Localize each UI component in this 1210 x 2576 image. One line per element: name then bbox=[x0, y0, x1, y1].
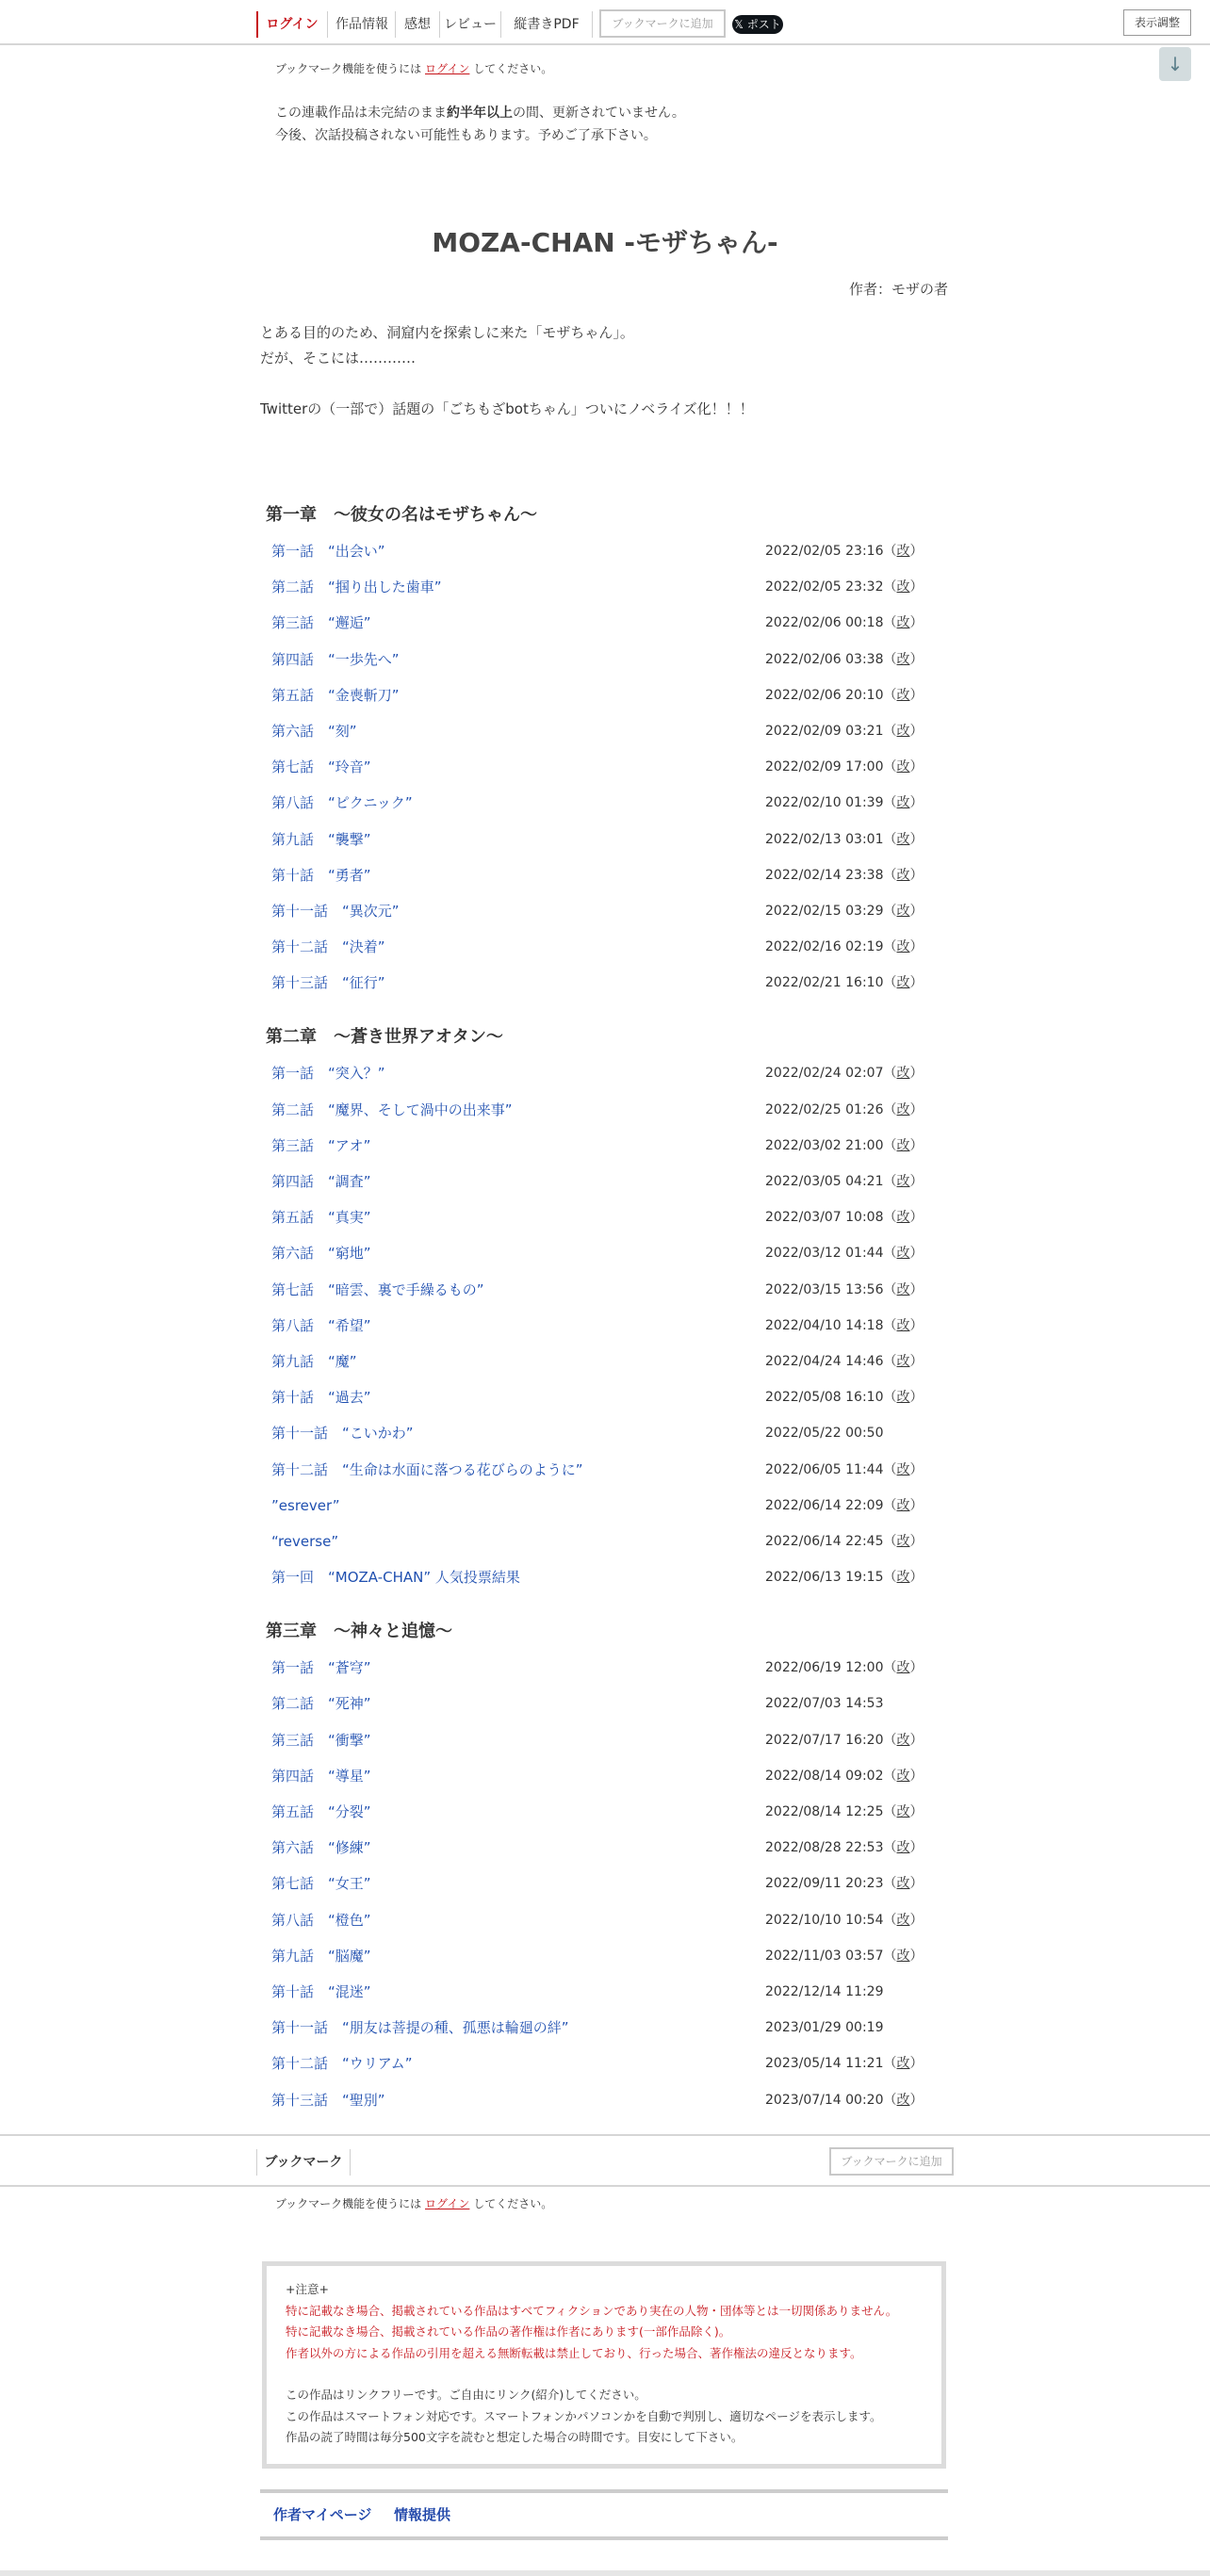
episode-row bbox=[260, 1055, 950, 1091]
revised-marker: （改） bbox=[883, 1353, 924, 1369]
episode-row bbox=[260, 1379, 950, 1415]
revised-mark[interactable]: 改 bbox=[896, 1876, 910, 1892]
episode-row bbox=[260, 1866, 950, 1901]
revised-mark[interactable]: 改 bbox=[896, 651, 910, 667]
serial-notice-line2: 今後、次話投稿されない可能性もあります。予めご了承下さい。 bbox=[275, 128, 657, 143]
episode-title-link[interactable]: 第十話 “過去” bbox=[271, 1389, 371, 1407]
episode-date bbox=[765, 642, 924, 677]
episode-date bbox=[765, 1650, 924, 1686]
episode-title-link[interactable]: 第六話 “窮地” bbox=[271, 1245, 371, 1263]
author-line bbox=[849, 279, 948, 299]
episode-title-link[interactable]: 第九話 “脳魔” bbox=[271, 1947, 371, 1965]
episode-date-text: 2022/02/05 23:16 bbox=[765, 544, 884, 559]
episode-title-link[interactable]: 第一回 “MOZA-CHAN” 人気投票結果 bbox=[271, 1569, 520, 1587]
revised-mark[interactable]: 改 bbox=[896, 1281, 910, 1297]
episode-title-link[interactable]: 第十二話 “ウリアム” bbox=[271, 2055, 413, 2073]
synopsis-line bbox=[260, 371, 957, 397]
revised-marker: （改） bbox=[883, 1210, 924, 1226]
episode-row bbox=[260, 1488, 950, 1524]
revised-mark[interactable]: 改 bbox=[896, 1533, 910, 1549]
revised-mark[interactable]: 改 bbox=[896, 1137, 910, 1153]
episode-title-link[interactable]: 第十一話 “朋友は菩提の種、孤悪は輪廻の絆” bbox=[271, 2019, 569, 2037]
episode-date bbox=[765, 1055, 924, 1091]
episode-date-text: 2022/03/15 13:56 bbox=[765, 1281, 884, 1297]
episode-row bbox=[260, 533, 950, 569]
revised-mark[interactable]: 改 bbox=[896, 939, 910, 955]
bookmark-note-suffix: してください。 bbox=[473, 62, 553, 75]
episode-date bbox=[765, 785, 924, 821]
chapter-title: 第一章 ～彼女の名はモザちゃん～ bbox=[266, 505, 537, 525]
episode-title-link[interactable]: 第四話 “調査” bbox=[271, 1173, 371, 1190]
revised-marker: （改） bbox=[883, 579, 924, 595]
episode-date-text: 2022/07/03 14:53 bbox=[765, 1696, 884, 1712]
revised-mark[interactable]: 改 bbox=[896, 1768, 910, 1784]
notice-info-line: この作品はスマートフォン対応です。スマートフォンかパソコンかを自動で判別し、適切なページを表示します。 bbox=[286, 2408, 882, 2423]
notice-red-line: 特に記載なき場合、掲載されている作品の著作権は作者にあります(一部作品除く)。 bbox=[286, 2324, 731, 2339]
nav-impressions-link[interactable]: 感想 bbox=[395, 11, 439, 38]
revised-mark[interactable]: 改 bbox=[896, 1804, 910, 1819]
synopsis-line: とある目的のため、洞窟内を探索しに来た「モザちゃん」。 bbox=[260, 324, 634, 341]
author-label: 作者： bbox=[848, 281, 891, 298]
episode-row bbox=[260, 1344, 950, 1379]
episode-date bbox=[765, 569, 924, 605]
revised-mark[interactable]: 改 bbox=[896, 1660, 910, 1676]
top-nav-bar bbox=[0, 0, 1210, 45]
episode-date-text: 2022/03/12 01:44 bbox=[765, 1246, 884, 1262]
episode-row bbox=[260, 642, 950, 677]
episode-row bbox=[260, 1164, 950, 1199]
episode-date bbox=[765, 1938, 924, 1974]
episode-date-text: 2022/03/07 10:08 bbox=[765, 1210, 884, 1226]
synopsis-line: だが、そこには………… bbox=[260, 350, 417, 367]
episode-date bbox=[765, 1379, 924, 1415]
episode-title-link[interactable]: 第一話 “出会い” bbox=[271, 543, 385, 560]
nav-login-link[interactable]: ログイン bbox=[256, 11, 326, 38]
nav-vertical-pdf-link[interactable]: 縦書きPDF bbox=[500, 11, 593, 38]
revised-marker: （改） bbox=[883, 1804, 924, 1819]
episode-row bbox=[260, 1974, 950, 2010]
episode-row bbox=[260, 1758, 950, 1794]
site-notice-box bbox=[262, 2261, 946, 2469]
episode-title-link[interactable]: 第十二話 “生命は水面に落つる花びらのように” bbox=[271, 1460, 583, 1478]
episode-date-text: 2022/06/13 19:15 bbox=[765, 1570, 884, 1586]
episode-date bbox=[765, 1686, 884, 1721]
revised-marker: （改） bbox=[883, 903, 924, 919]
episode-date-text: 2022/02/06 00:18 bbox=[765, 615, 884, 631]
revised-marker: （改） bbox=[883, 1174, 924, 1189]
episode-date bbox=[765, 713, 924, 749]
episode-row bbox=[260, 822, 950, 857]
episode-title-link[interactable]: 第三話 “邂逅” bbox=[271, 614, 371, 632]
author-name: モザの者 bbox=[891, 281, 948, 298]
bookmark-login-note bbox=[275, 60, 552, 76]
episode-date bbox=[765, 1235, 924, 1271]
episode-title-link[interactable]: 第四話 “一歩先へ” bbox=[271, 650, 400, 668]
display-adjust-button[interactable]: 表示調整 bbox=[1123, 9, 1191, 36]
episode-row bbox=[260, 713, 950, 749]
episode-title-link[interactable]: 第二話 “掴り出した歯車” bbox=[271, 579, 442, 596]
episode-title-link[interactable]: 第七話 “女王” bbox=[271, 1875, 371, 1893]
episode-date-text: 2022/09/11 20:23 bbox=[765, 1876, 884, 1892]
episode-row bbox=[260, 1128, 950, 1164]
episode-date bbox=[765, 749, 924, 785]
episode-date-text: 2022/08/14 12:25 bbox=[765, 1804, 884, 1819]
episode-date bbox=[765, 2046, 924, 2081]
episode-date bbox=[765, 533, 924, 569]
episode-date-text: 2023/05/14 11:21 bbox=[765, 2056, 884, 2072]
episode-date bbox=[765, 677, 924, 713]
page-bottom-divider bbox=[0, 2570, 1210, 2576]
revised-marker: （改） bbox=[883, 1912, 924, 1928]
episode-date-text: 2022/02/15 03:29 bbox=[765, 903, 884, 919]
revised-mark[interactable]: 改 bbox=[896, 723, 910, 739]
episode-date-text: 2022/02/16 02:19 bbox=[765, 939, 884, 955]
episode-date bbox=[765, 1488, 924, 1524]
episode-date bbox=[765, 929, 924, 965]
notice-header: +注意+ bbox=[286, 2282, 329, 2296]
episode-date-text: 2022/10/10 10:54 bbox=[765, 1912, 884, 1928]
footer-links bbox=[260, 2489, 948, 2540]
episode-row bbox=[260, 2010, 950, 2046]
episode-row bbox=[260, 749, 950, 785]
episode-title-link[interactable]: 第三話 “衝撃” bbox=[271, 1731, 371, 1749]
episode-title-link[interactable]: 第十話 “勇者” bbox=[271, 866, 371, 884]
revised-marker: （改） bbox=[883, 544, 924, 559]
episode-title-link[interactable]: 第十三話 “征行” bbox=[271, 974, 385, 992]
episode-title-link[interactable]: 第六話 “刻” bbox=[271, 722, 357, 740]
episode-title-link[interactable]: 第七話 “玲音” bbox=[271, 758, 371, 776]
scroll-down-arrow-icon[interactable]: ↓ bbox=[1159, 47, 1191, 81]
revised-marker: （改） bbox=[883, 1497, 924, 1513]
revised-marker: （改） bbox=[883, 1533, 924, 1549]
episode-title-link[interactable]: 第五話 “分裂” bbox=[271, 1803, 371, 1820]
revised-mark[interactable]: 改 bbox=[896, 1353, 910, 1369]
episode-title-link[interactable]: 第八話 “ピクニック” bbox=[271, 794, 413, 812]
episode-date-text: 2022/04/10 14:18 bbox=[765, 1317, 884, 1333]
serial-inactive-notice bbox=[275, 102, 685, 147]
episode-title-link[interactable]: 第十二話 “決着” bbox=[271, 938, 385, 956]
revised-marker: （改） bbox=[883, 687, 924, 703]
revised-marker: （改） bbox=[883, 615, 924, 631]
episode-row bbox=[260, 1722, 950, 1758]
revised-mark[interactable]: 改 bbox=[896, 579, 910, 595]
revised-mark[interactable]: 改 bbox=[896, 1317, 910, 1333]
episode-date-text: 2022/02/25 01:26 bbox=[765, 1101, 884, 1117]
revised-mark[interactable]: 改 bbox=[896, 615, 910, 631]
revised-mark[interactable]: 改 bbox=[896, 2056, 910, 2072]
episode-row bbox=[260, 1524, 950, 1559]
episode-date bbox=[765, 1866, 924, 1901]
episode-row bbox=[260, 857, 950, 893]
revised-mark[interactable]: 改 bbox=[896, 1174, 910, 1189]
revised-marker: （改） bbox=[883, 1390, 924, 1406]
episode-title-link[interactable]: 第十一話 “異次元” bbox=[271, 902, 400, 920]
episode-row bbox=[260, 2082, 950, 2118]
episode-row bbox=[260, 677, 950, 713]
bookmark-note-prefix: ブックマーク機能を使うには bbox=[275, 2197, 422, 2210]
episode-row bbox=[260, 1272, 950, 1308]
revised-marker: （改） bbox=[883, 723, 924, 739]
episode-date-text: 2022/02/09 17:00 bbox=[765, 759, 884, 775]
episode-row bbox=[260, 1092, 950, 1128]
episode-date bbox=[765, 1902, 924, 1938]
revised-mark[interactable]: 改 bbox=[896, 1210, 910, 1226]
revised-mark[interactable]: 改 bbox=[896, 1948, 910, 1964]
bookmark-login-note-bottom bbox=[275, 2195, 552, 2211]
x-post-button[interactable]: 𝕏 ポスト bbox=[732, 15, 783, 34]
episode-date bbox=[765, 605, 924, 641]
episode-row bbox=[260, 1938, 950, 1974]
episode-date-text: 2022/02/21 16:10 bbox=[765, 975, 884, 991]
episode-title-link[interactable]: 第七話 “暗雲、裏で手繰るもの” bbox=[271, 1280, 484, 1298]
episode-date-text: 2022/02/06 20:10 bbox=[765, 687, 884, 703]
revised-marker: （改） bbox=[883, 1101, 924, 1117]
bookmark-add-button-bottom[interactable]: ブックマークに追加 bbox=[829, 2147, 954, 2176]
report-info-link[interactable]: 情報提供 bbox=[394, 2506, 451, 2523]
episode-date bbox=[765, 1830, 924, 1866]
chapter-title: 第二章 ～蒼き世界アオタン～ bbox=[266, 1027, 503, 1048]
episode-date bbox=[765, 1199, 924, 1235]
episode-date bbox=[765, 1415, 884, 1451]
episode-row bbox=[260, 965, 950, 1001]
episode-date-text: 2022/07/17 16:20 bbox=[765, 1732, 884, 1748]
episode-date-text: 2022/02/09 03:21 bbox=[765, 723, 884, 739]
episode-date bbox=[765, 1524, 924, 1559]
episode-date-text: 2022/05/08 16:10 bbox=[765, 1390, 884, 1406]
revised-marker: （改） bbox=[883, 1137, 924, 1153]
episode-date-text: 2022/11/03 03:57 bbox=[765, 1948, 884, 1964]
episode-date bbox=[765, 1974, 884, 2010]
episode-date bbox=[765, 857, 924, 893]
chapter-title: 第三章 ～神々と追憶～ bbox=[266, 1622, 452, 1642]
episode-row bbox=[260, 1199, 950, 1235]
revised-marker: （改） bbox=[883, 831, 924, 847]
episode-title-link[interactable]: 第三話 “アオ” bbox=[271, 1136, 371, 1154]
episode-row bbox=[260, 1415, 950, 1451]
episode-date bbox=[765, 2082, 924, 2118]
episode-row bbox=[260, 1559, 950, 1595]
nav-review-link[interactable]: レビュー bbox=[439, 11, 500, 38]
episode-title-link[interactable]: 第二話 “死神” bbox=[271, 1695, 371, 1713]
revised-mark[interactable]: 改 bbox=[896, 1570, 910, 1586]
episode-title-link[interactable]: 第五話 “真実” bbox=[271, 1209, 371, 1227]
episode-index bbox=[260, 497, 950, 2118]
revised-marker: （改） bbox=[883, 2056, 924, 2072]
episode-title-link[interactable]: 第九話 “襲撃” bbox=[271, 830, 371, 848]
episode-date bbox=[765, 1794, 924, 1830]
notice-red-line: 作者以外の方による作品の引用を超える無断転載は禁止しており、行った場合、著作権法の違反となります。 bbox=[286, 2345, 862, 2360]
revised-marker: （改） bbox=[883, 939, 924, 955]
serial-notice-line1: この連載作品は未完結のまま約半年以上の間、更新されていません。 bbox=[275, 106, 685, 121]
episode-row bbox=[260, 2046, 950, 2081]
episode-date-text: 2022/06/14 22:09 bbox=[765, 1497, 884, 1513]
revised-marker: （改） bbox=[883, 1461, 924, 1477]
episode-date bbox=[765, 1128, 924, 1164]
revised-marker: （改） bbox=[883, 1840, 924, 1856]
bookmark-note-login-link[interactable]: ログイン bbox=[425, 62, 470, 75]
episode-date bbox=[765, 893, 924, 929]
episode-date-text: 2022/04/24 14:46 bbox=[765, 1353, 884, 1369]
revised-mark[interactable]: 改 bbox=[896, 795, 910, 811]
revised-mark[interactable]: 改 bbox=[896, 1840, 910, 1856]
revised-marker: （改） bbox=[883, 759, 924, 775]
revised-marker: （改） bbox=[883, 1768, 924, 1784]
episode-date bbox=[765, 1452, 924, 1488]
revised-mark[interactable]: 改 bbox=[896, 2092, 910, 2108]
episode-date-text: 2022/02/13 03:01 bbox=[765, 831, 884, 847]
revised-marker: （改） bbox=[883, 1732, 924, 1748]
episode-date-text: 2022/06/14 22:45 bbox=[765, 1533, 884, 1549]
episode-date-text: 2022/02/06 03:38 bbox=[765, 651, 884, 667]
bookmark-tab[interactable]: ブックマーク bbox=[256, 2149, 351, 2176]
revised-marker: （改） bbox=[883, 2092, 924, 2108]
episode-title-link[interactable]: ”esrever” bbox=[271, 1496, 340, 1514]
episode-date-text: 2022/02/10 01:39 bbox=[765, 795, 884, 811]
episode-date bbox=[765, 1164, 924, 1199]
synopsis bbox=[260, 320, 957, 422]
episode-date bbox=[765, 1272, 924, 1308]
episode-date bbox=[765, 1344, 924, 1379]
revised-mark[interactable]: 改 bbox=[896, 1497, 910, 1513]
revised-mark[interactable]: 改 bbox=[896, 1101, 910, 1117]
author-mypage-link[interactable]: 作者マイページ bbox=[273, 2506, 372, 2523]
bottom-bookmark-bar bbox=[0, 2134, 1210, 2187]
episode-title-link[interactable]: 第八話 “希望” bbox=[271, 1316, 371, 1334]
revised-mark[interactable]: 改 bbox=[896, 1732, 910, 1748]
episode-title-link[interactable]: 第十話 “混迷” bbox=[271, 1982, 371, 2000]
episode-date bbox=[765, 965, 924, 1001]
revised-marker: （改） bbox=[883, 1066, 924, 1082]
episode-row bbox=[260, 1235, 950, 1271]
episode-date-text: 2022/12/14 11:29 bbox=[765, 1983, 884, 1999]
episode-date-text: 2022/06/19 12:00 bbox=[765, 1660, 884, 1676]
revised-mark[interactable]: 改 bbox=[896, 1390, 910, 1406]
revised-marker: （改） bbox=[883, 1317, 924, 1333]
revised-mark[interactable]: 改 bbox=[896, 544, 910, 559]
novel-title: MOZA-CHAN -モザちゃん- bbox=[432, 227, 778, 258]
revised-mark[interactable]: 改 bbox=[896, 1246, 910, 1262]
episode-row bbox=[260, 1650, 950, 1686]
revised-marker: （改） bbox=[883, 867, 924, 883]
bookmark-add-button[interactable]: ブックマークに追加 bbox=[599, 9, 726, 38]
episode-date-text: 2022/08/28 22:53 bbox=[765, 1840, 884, 1856]
episode-date-text: 2022/06/05 11:44 bbox=[765, 1461, 884, 1477]
episode-date-text: 2023/01/29 00:19 bbox=[765, 2020, 884, 2036]
bookmark-note-suffix: してください。 bbox=[473, 2197, 553, 2210]
episode-date bbox=[765, 822, 924, 857]
episode-title-link[interactable]: “reverse” bbox=[271, 1532, 339, 1550]
revised-mark[interactable]: 改 bbox=[896, 687, 910, 703]
episode-title-link[interactable]: 第十一話 “こいかわ” bbox=[271, 1425, 414, 1443]
notice-info-line: この作品はリンクフリーです。ご自由にリンク(紹介)してください。 bbox=[286, 2388, 646, 2402]
revised-mark[interactable]: 改 bbox=[896, 903, 910, 919]
episode-title-link[interactable]: 第八話 “橙色” bbox=[271, 1911, 371, 1929]
episode-date bbox=[765, 2010, 884, 2046]
revised-mark[interactable]: 改 bbox=[896, 1912, 910, 1928]
episode-title-link[interactable]: 第六話 “修練” bbox=[271, 1839, 371, 1857]
revised-marker: （改） bbox=[883, 1281, 924, 1297]
revised-marker: （改） bbox=[883, 795, 924, 811]
revised-mark[interactable]: 改 bbox=[896, 867, 910, 883]
revised-marker: （改） bbox=[883, 1948, 924, 1964]
episode-date bbox=[765, 1092, 924, 1128]
episode-row bbox=[260, 1452, 950, 1488]
episode-row bbox=[260, 1686, 950, 1721]
episode-date-text: 2022/05/22 00:50 bbox=[765, 1426, 884, 1442]
revised-mark[interactable]: 改 bbox=[896, 1066, 910, 1082]
revised-marker: （改） bbox=[883, 1660, 924, 1676]
episode-row bbox=[260, 569, 950, 605]
episode-title-link[interactable]: 第二話 “魔界、そして渦中の出来事” bbox=[271, 1101, 513, 1118]
episode-date-text: 2022/02/05 23:32 bbox=[765, 579, 884, 595]
episode-row bbox=[260, 1794, 950, 1830]
episode-title-link[interactable]: 第五話 “金喪斬刀” bbox=[271, 686, 400, 704]
episode-date bbox=[765, 1559, 924, 1595]
episode-row bbox=[260, 1902, 950, 1938]
revised-mark[interactable]: 改 bbox=[896, 975, 910, 991]
revised-marker: （改） bbox=[883, 651, 924, 667]
episode-title-link[interactable]: 第十三話 “聖別” bbox=[271, 2091, 385, 2109]
episode-date-text: 2022/03/02 21:00 bbox=[765, 1137, 884, 1153]
episode-date-text: 2022/02/14 23:38 bbox=[765, 867, 884, 883]
episode-date bbox=[765, 1722, 924, 1758]
revised-mark[interactable]: 改 bbox=[896, 1461, 910, 1477]
notice-info-line: 作品の読了時間は毎分500文字を読むと想定した場合の時間です。目安にして下さい。 bbox=[286, 2430, 744, 2444]
episode-title-link[interactable]: 第九話 “魔” bbox=[271, 1352, 357, 1370]
revised-marker: （改） bbox=[883, 975, 924, 991]
episode-date-text: 2023/07/14 00:20 bbox=[765, 2092, 884, 2108]
episode-date-text: 2022/02/24 02:07 bbox=[765, 1066, 884, 1082]
episode-row bbox=[260, 893, 950, 929]
notice-spacer bbox=[286, 2364, 923, 2385]
bookmark-note-login-link[interactable]: ログイン bbox=[425, 2197, 470, 2210]
episode-row bbox=[260, 1830, 950, 1866]
episode-row bbox=[260, 605, 950, 641]
notice-red-line: 特に記載なき場合、掲載されている作品はすべてフィクションであり実在の人物・団体等とは一切関係ありません。 bbox=[286, 2303, 898, 2318]
episode-date-text: 2022/08/14 09:02 bbox=[765, 1768, 884, 1784]
episode-row bbox=[260, 785, 950, 821]
episode-row bbox=[260, 1308, 950, 1344]
revised-marker: （改） bbox=[883, 1876, 924, 1892]
episode-title-link[interactable]: 第一話 “突入？” bbox=[271, 1065, 385, 1083]
episode-date-text: 2022/03/05 04:21 bbox=[765, 1174, 884, 1189]
revised-marker: （改） bbox=[883, 1246, 924, 1262]
episode-date bbox=[765, 1308, 924, 1344]
nav-work-info-link[interactable]: 作品情報 bbox=[327, 11, 396, 38]
revised-mark[interactable]: 改 bbox=[896, 759, 910, 775]
episode-title-link[interactable]: 第四話 “導星” bbox=[271, 1767, 371, 1785]
revised-marker: （改） bbox=[883, 1570, 924, 1586]
bookmark-note-prefix: ブックマーク機能を使うには bbox=[275, 62, 422, 75]
episode-date bbox=[765, 1758, 924, 1794]
synopsis-line: Twitterの（一部で）話題の「ごちもざbotちゃん」ついにノベライズ化！！！ bbox=[260, 400, 754, 417]
episode-title-link[interactable]: 第一話 “蒼穹” bbox=[271, 1659, 371, 1677]
episode-row bbox=[260, 929, 950, 965]
revised-mark[interactable]: 改 bbox=[896, 831, 910, 847]
